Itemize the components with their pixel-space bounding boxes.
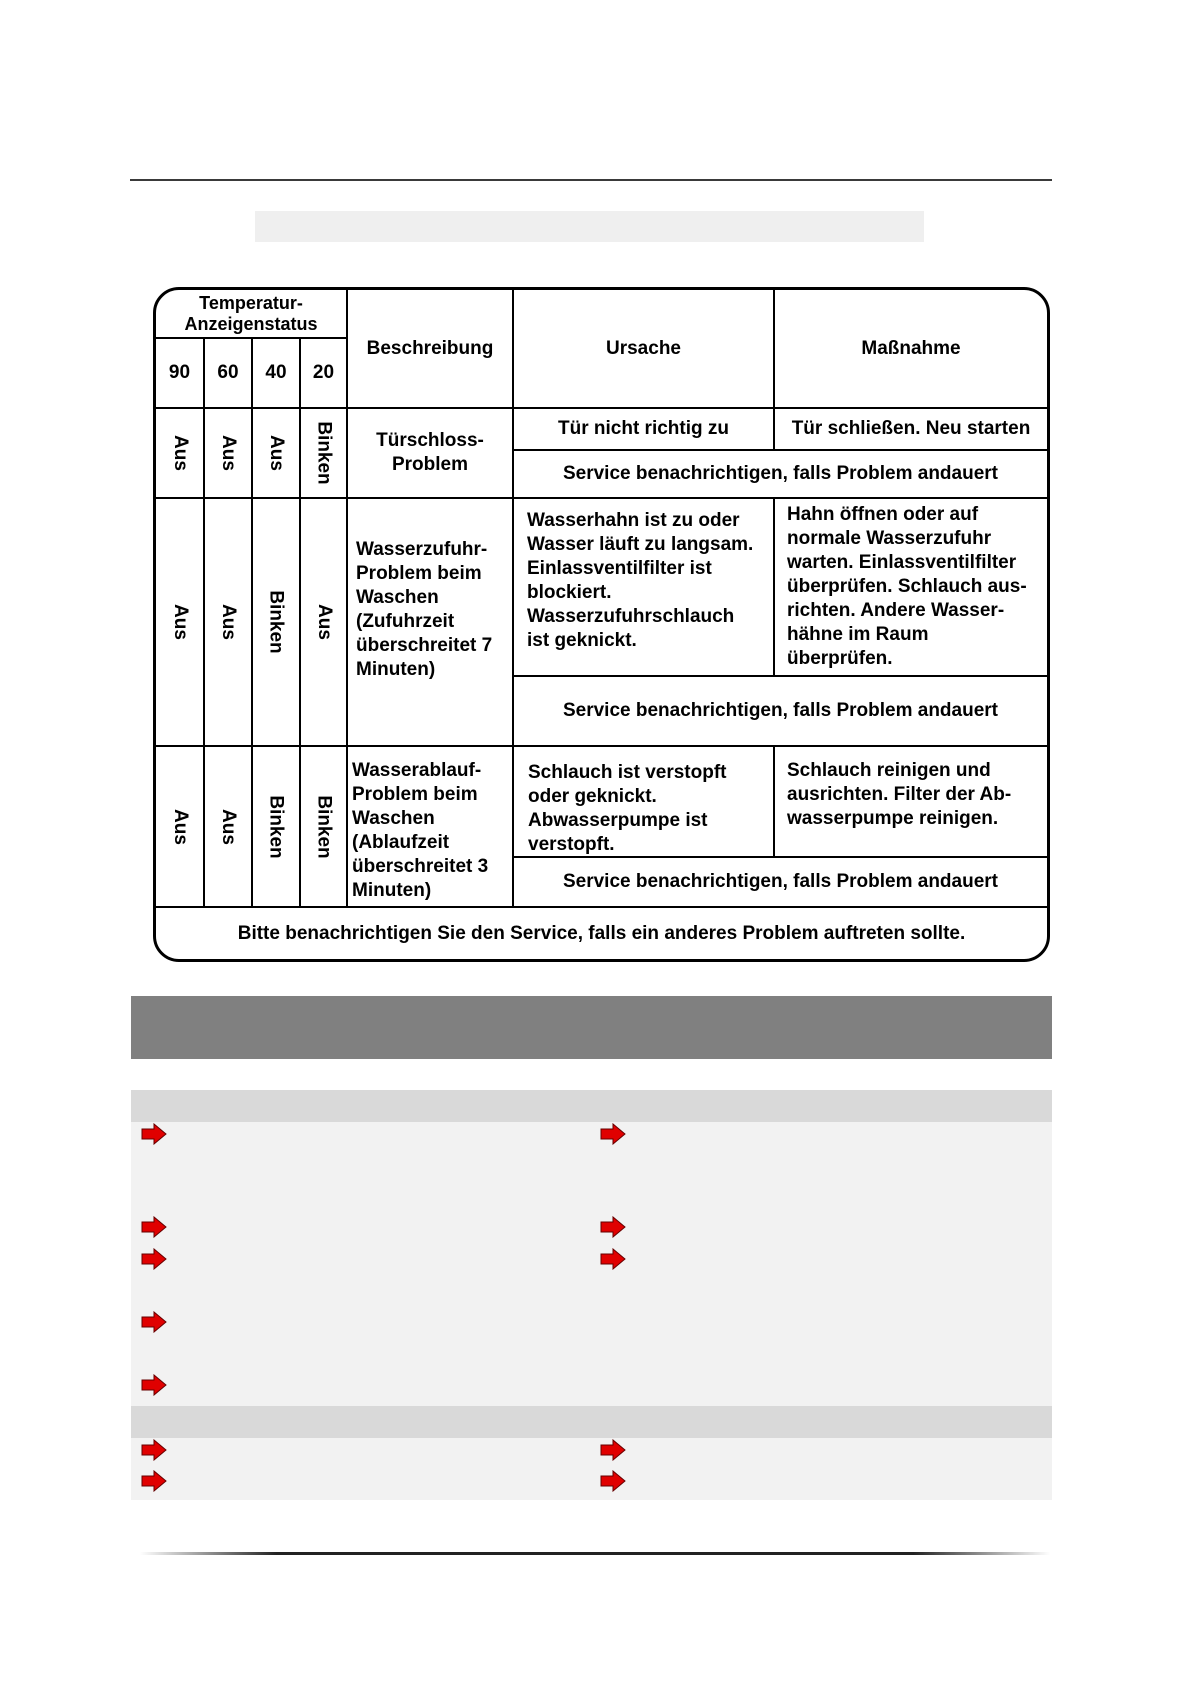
top-divider xyxy=(130,179,1052,181)
row3-state-90: Aus xyxy=(169,808,191,845)
header-ursache: Ursache xyxy=(606,337,681,359)
row1-ursache: Tür nicht richtig zu xyxy=(558,418,729,439)
red-arrow-icon xyxy=(140,1470,168,1492)
row2-state-60: Aus xyxy=(218,604,239,640)
red-arrow-icon xyxy=(140,1216,168,1238)
row2-service: Service benachrichtigen, falls Problem andauert xyxy=(562,700,999,721)
row1-state-40: Aus xyxy=(266,435,287,471)
header-beschreibung: Beschreibung xyxy=(366,337,494,359)
red-arrow-icon xyxy=(599,1216,627,1238)
header-massnahme: Maßnahme xyxy=(861,337,961,359)
footer-divider xyxy=(140,1552,1050,1555)
row2-ursache: Wasserhahn ist zu oder Wasser läuft zu langsam. Einlassventilfilter ist blockiert. Wasserzufuhrschlauch ist geknickt. xyxy=(527,510,754,651)
bullet-list-1 xyxy=(131,1122,1052,1406)
row3-ursache: Schlauch ist verstopft oder geknickt. Abwasserpumpe ist verstopft. xyxy=(528,762,727,855)
red-arrow-icon xyxy=(599,1439,627,1461)
row3-massnahme: Schlauch reinigen und ausrichten. Filter der Ab- wasserpumpe reinigen. xyxy=(787,760,1012,829)
row1-state-60: Aus xyxy=(218,435,239,471)
bullet-list-2 xyxy=(131,1438,1052,1500)
row2-state-90: Aus xyxy=(169,604,191,640)
red-arrow-icon xyxy=(140,1248,168,1270)
header-temp-90: 90 xyxy=(168,362,191,383)
row1-service: Service benachrichtigen, falls Problem andauert xyxy=(562,463,999,484)
header-temp-60: 60 xyxy=(217,362,239,383)
table-footer-note: Bitte benachrichtigen Sie den Service, falls ein anderes Problem auftreten sollte. xyxy=(237,922,966,944)
row1-massnahme: Tür schließen. Neu starten xyxy=(791,418,1031,439)
header-temp-status: Temperatur- Anzeigenstatus xyxy=(184,292,318,334)
red-arrow-icon xyxy=(599,1123,627,1145)
red-arrow-icon xyxy=(599,1470,627,1492)
subsection-bar-2 xyxy=(131,1406,1052,1438)
row3-service: Service benachrichtigen, falls Problem andauert xyxy=(562,871,999,892)
row1-state-90: Aus xyxy=(169,435,191,471)
red-arrow-icon xyxy=(140,1439,168,1461)
row3-state-20: Binken xyxy=(313,794,335,859)
row2-state-20: Aus xyxy=(313,604,335,640)
row3-beschreibung: Wasserablauf- Problem beim Waschen (Ablaufzeit überschreitet 3 Minuten) xyxy=(352,760,489,901)
red-arrow-icon xyxy=(599,1248,627,1270)
header-temp-20: 20 xyxy=(312,362,335,383)
row3-state-60: Aus xyxy=(218,808,239,845)
red-arrow-icon xyxy=(140,1123,168,1145)
error-table xyxy=(153,287,1050,962)
red-arrow-icon xyxy=(140,1374,168,1396)
row2-beschreibung: Wasserzufuhr- Problem beim Waschen (Zufuhrzeit überschreitet 7 Minuten) xyxy=(356,539,493,680)
row3-state-40: Binken xyxy=(266,794,288,859)
red-arrow-icon xyxy=(140,1311,168,1333)
title-placeholder-bar xyxy=(255,211,924,242)
row2-state-40: Binken xyxy=(266,590,288,654)
section-header-bar xyxy=(131,996,1052,1059)
row1-state-20: Binken xyxy=(313,421,335,485)
subsection-bar-1 xyxy=(131,1090,1052,1122)
header-temp-40: 40 xyxy=(265,362,287,383)
row1-beschreibung: Türschloss- Problem xyxy=(376,430,484,475)
row2-massnahme: Hahn öffnen oder auf normale Wasserzufuhr warten. Einlassventilfilter überprüfen. Schlauch aus- richten. Andere Wasser- hähne im Raum überprüfen. xyxy=(787,504,1027,669)
